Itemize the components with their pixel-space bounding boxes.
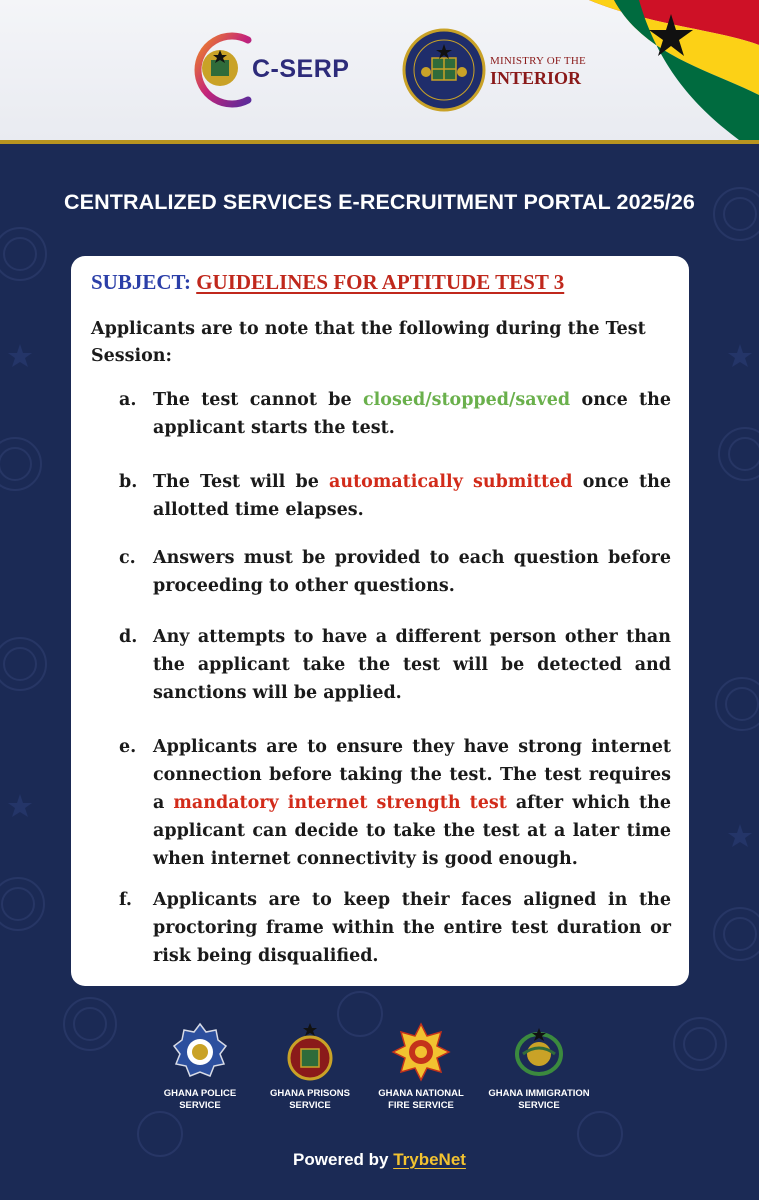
service-name: GHANA PRISONS SERVICE bbox=[270, 1088, 350, 1111]
subject-title: GUIDELINES FOR APTITUDE TEST 3 bbox=[196, 270, 565, 294]
ghana-flag-icon bbox=[589, 0, 759, 140]
guideline-item-a bbox=[119, 386, 671, 442]
fire-service-crest-icon bbox=[391, 1022, 451, 1082]
header-banner bbox=[0, 0, 759, 140]
service-prisons bbox=[255, 1022, 365, 1112]
item-letter: a. bbox=[119, 390, 137, 410]
portal-title: CENTRALIZED SERVICES E-RECRUITMENT PORTAL 2025/26 bbox=[64, 190, 695, 214]
police-crest-icon bbox=[170, 1022, 230, 1082]
trybenet-link[interactable]: TrybeNet bbox=[393, 1150, 466, 1169]
service-name: GHANA POLICE SERVICE bbox=[163, 1088, 237, 1111]
services-row bbox=[0, 1022, 759, 1122]
notice-intro: Applicants are to note that the following during the Test Session: bbox=[91, 319, 646, 366]
service-fire bbox=[366, 1022, 476, 1112]
service-immigration bbox=[484, 1022, 594, 1112]
ministry-line1: MINISTRY OF THE bbox=[490, 55, 586, 67]
ministry-line2: INTERIOR bbox=[490, 68, 582, 88]
service-police bbox=[145, 1022, 255, 1112]
notice-card bbox=[71, 256, 689, 986]
highlight-text: mandatory internet strength test bbox=[173, 793, 507, 813]
item-text: The Test will be automatically submitted once the allotted time elapses. bbox=[153, 472, 671, 520]
item-letter: d. bbox=[119, 627, 138, 647]
service-name: GHANA NATIONAL FIRE SERVICE bbox=[378, 1088, 464, 1111]
ghana-coat-of-arms-icon bbox=[402, 28, 486, 112]
item-text: Applicants are to keep their faces aligned in the proctoring frame within the entire test duration or risk being disqualified. bbox=[153, 890, 671, 966]
item-text: Applicants are to ensure they have strong internet connection before taking the test. The test requires a mandatory internet strength test after which the applicant can decide to take the test at a later time when internet connectivity is good enough. bbox=[153, 737, 671, 869]
item-letter: e. bbox=[119, 737, 137, 757]
item-letter: c. bbox=[119, 548, 136, 568]
guideline-item-d bbox=[119, 623, 671, 707]
subject-label: SUBJECT: bbox=[91, 270, 191, 294]
guideline-item-c bbox=[119, 544, 671, 600]
prisons-crest-icon bbox=[280, 1022, 340, 1082]
powered-prefix: Powered by bbox=[293, 1150, 394, 1169]
highlight-text: automatically submitted bbox=[329, 472, 573, 492]
item-text: Any attempts to have a different person other than the applicant take the test will be detected and sanctions will be applied. bbox=[153, 627, 671, 703]
item-letter: f. bbox=[119, 890, 132, 910]
guideline-item-b bbox=[119, 468, 671, 524]
guideline-item-e bbox=[119, 733, 671, 873]
guideline-item-f bbox=[119, 886, 671, 970]
powered-by-footer bbox=[0, 1150, 759, 1170]
subject-line bbox=[91, 270, 564, 295]
cserp-logo-text: C-SERP bbox=[252, 55, 350, 83]
item-letter: b. bbox=[119, 472, 138, 492]
service-name: GHANA IMMIGRATION SERVICE bbox=[488, 1088, 590, 1111]
item-text: Answers must be provided to each question before proceeding to other questions. bbox=[153, 548, 671, 596]
immigration-crest-icon bbox=[509, 1022, 569, 1082]
highlight-text: closed/stopped/saved bbox=[363, 390, 571, 410]
item-text: The test cannot be closed/stopped/saved once the applicant starts the test. bbox=[153, 390, 671, 438]
ministry-name bbox=[490, 56, 586, 87]
